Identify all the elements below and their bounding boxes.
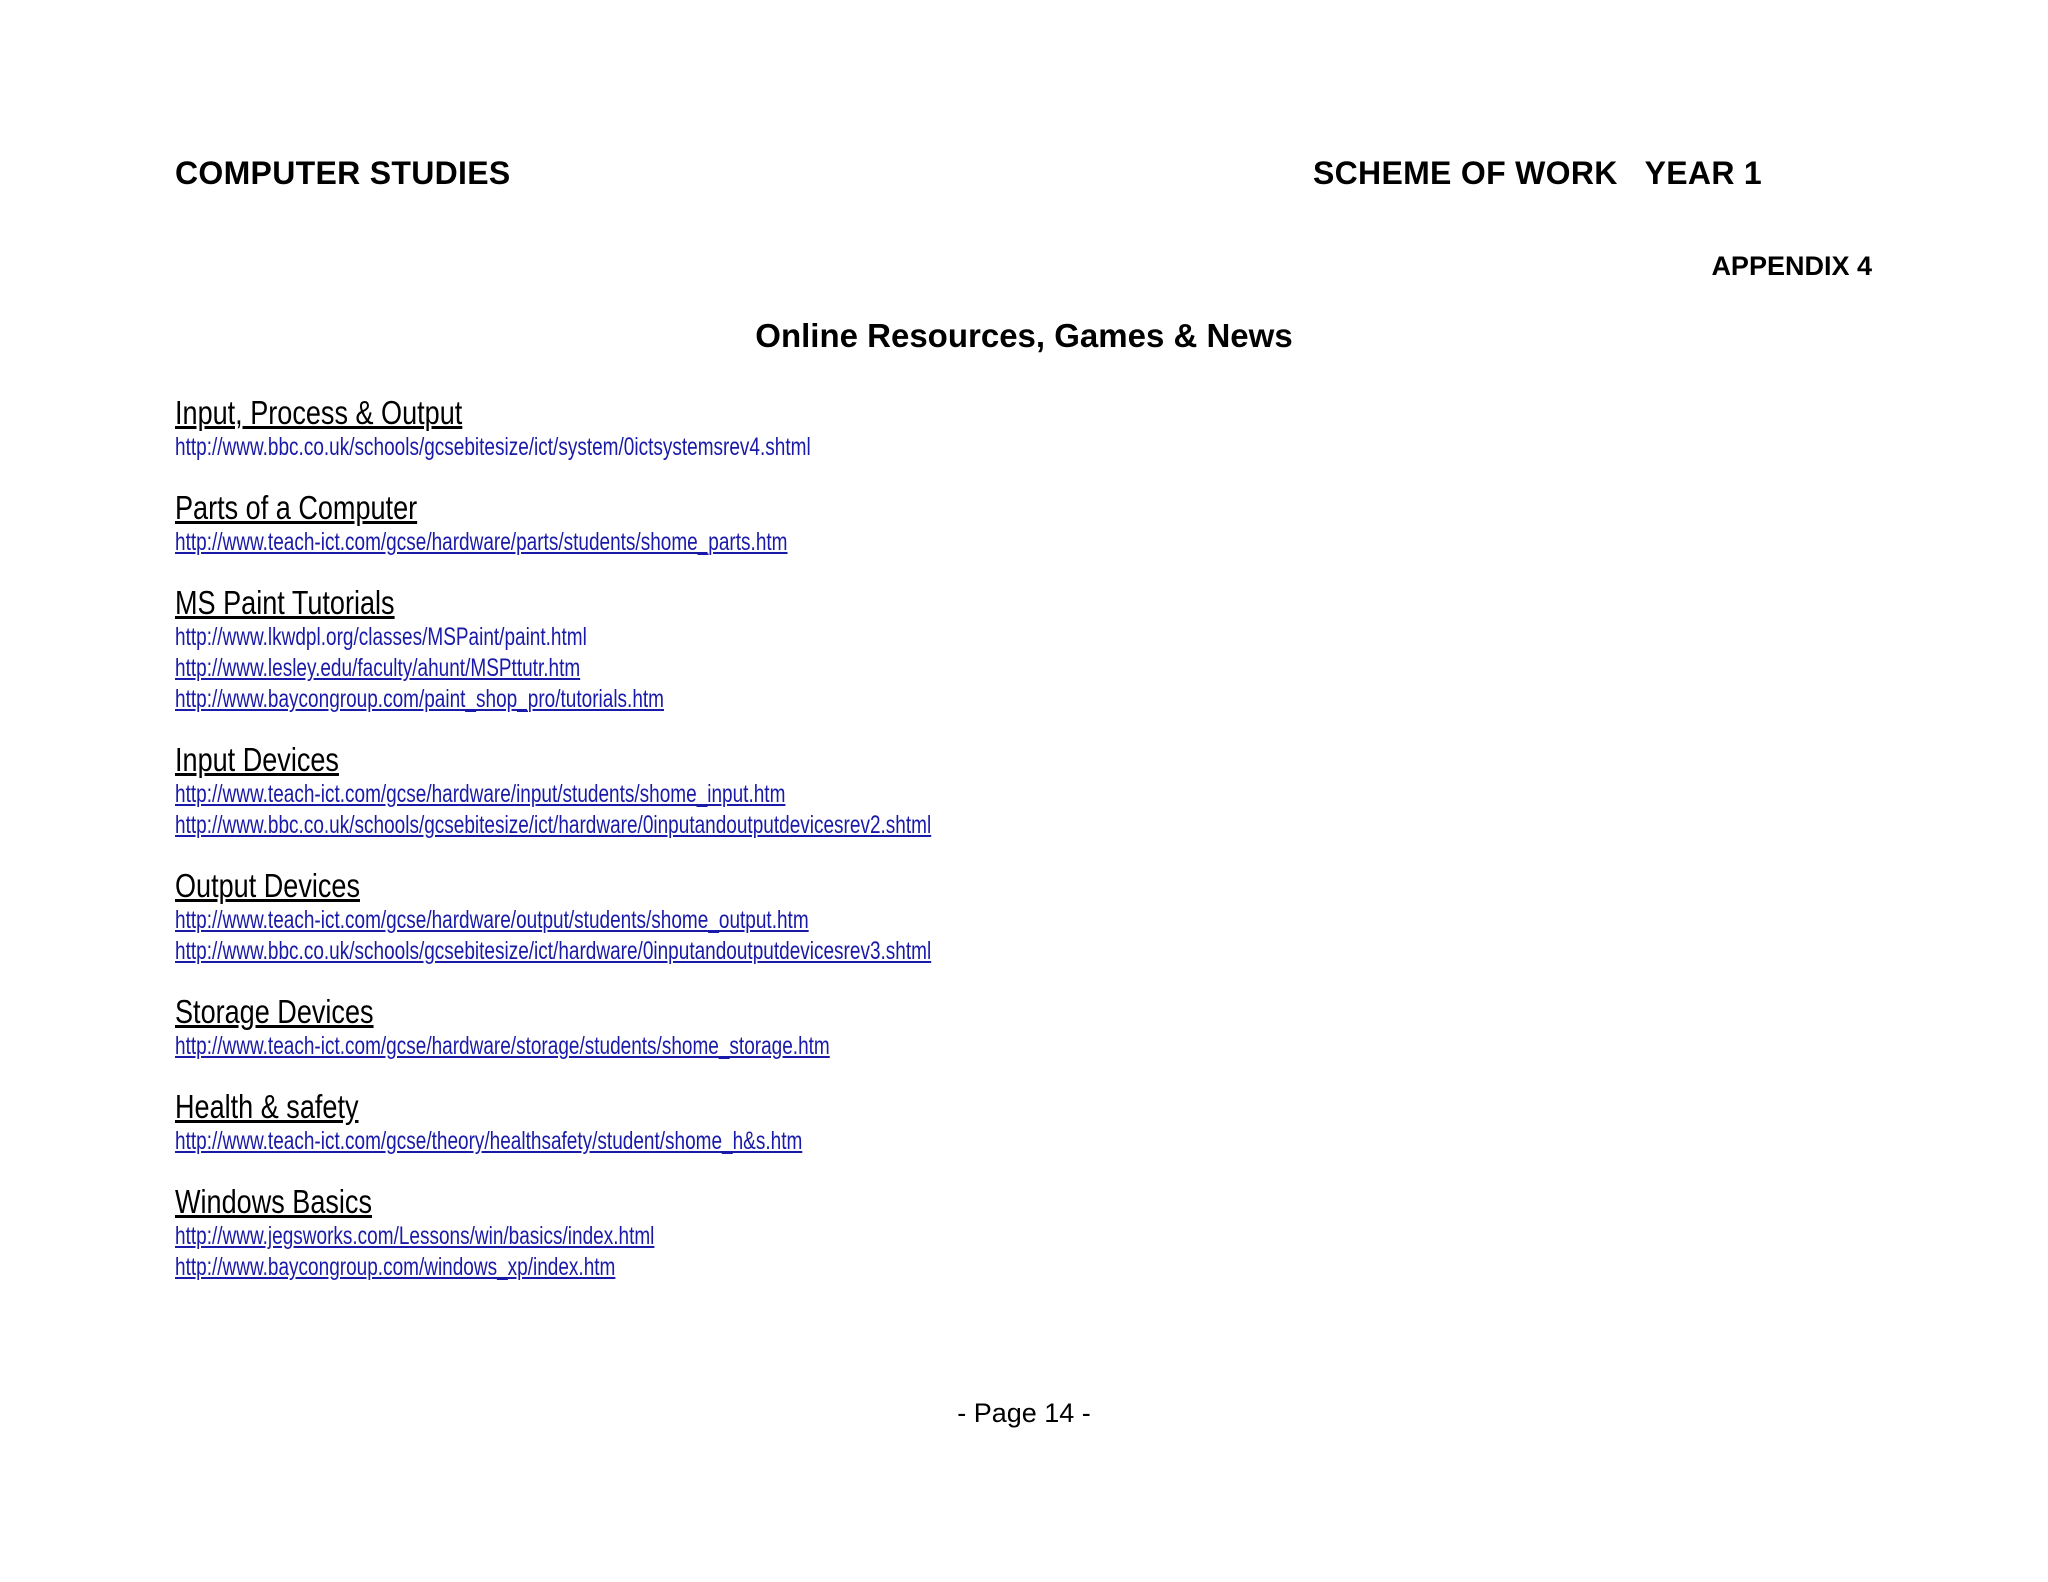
section-heading: Storage Devices <box>175 993 374 1030</box>
resource-link[interactable]: http://www.bbc.co.uk/schools/gcsebitesize/ict/hardware/0inputandoutputdevicesrev2.shtml <box>175 811 932 839</box>
resource-link[interactable]: http://www.baycongroup.com/paint_shop_pro/tutorials.htm <box>175 685 665 713</box>
section-heading: Input, Process & Output <box>175 394 463 431</box>
section-windows-basics <box>175 1183 1475 1283</box>
resource-link[interactable]: http://www.teach-ict.com/gcse/hardware/input/students/shome_input.htm <box>175 780 786 808</box>
section-parts-of-a-computer <box>175 489 1475 558</box>
resource-link[interactable]: http://www.bbc.co.uk/schools/gcsebitesize/ict/hardware/0inputandoutputdevicesrev3.shtml <box>175 937 932 965</box>
section-output-devices <box>175 867 1475 967</box>
header-subject: COMPUTER STUDIES <box>175 155 511 191</box>
resource-link[interactable]: http://www.lesley.edu/faculty/ahunt/MSPttutr.htm <box>175 654 581 682</box>
appendix-label: APPENDIX 4 <box>1711 251 1872 281</box>
section-heading: Output Devices <box>175 867 360 904</box>
header-scheme: SCHEME OF WORK YEAR 1 <box>1313 155 1763 191</box>
section-heading: MS Paint Tutorials <box>175 584 395 621</box>
resource-link[interactable]: http://www.teach-ict.com/gcse/hardware/output/students/shome_output.htm <box>175 906 809 934</box>
section-health-and-safety <box>175 1088 1475 1157</box>
section-input-process-output <box>175 394 1475 463</box>
section-input-devices <box>175 741 1475 841</box>
section-heading: Parts of a Computer <box>175 489 418 526</box>
section-heading: Health & safety <box>175 1088 359 1125</box>
resource-link[interactable]: http://www.baycongroup.com/windows_xp/index.htm <box>175 1253 616 1281</box>
resource-link[interactable]: http://www.lkwdpl.org/classes/MSPaint/paint.html <box>175 623 587 651</box>
section-heading: Windows Basics <box>175 1183 372 1220</box>
page-number: - Page 14 - <box>957 1398 1091 1428</box>
resource-link[interactable]: http://www.jegsworks.com/Lessons/win/basics/index.html <box>175 1222 655 1250</box>
page-title: Online Resources, Games & News <box>755 317 1293 354</box>
resource-sections <box>175 394 1475 1309</box>
section-storage-devices <box>175 993 1475 1062</box>
section-ms-paint-tutorials <box>175 584 1475 715</box>
section-heading: Input Devices <box>175 741 339 778</box>
resource-link[interactable]: http://www.teach-ict.com/gcse/theory/healthsafety/student/shome_h&s.htm <box>175 1127 803 1155</box>
resource-link[interactable]: http://www.teach-ict.com/gcse/hardware/storage/students/shome_storage.htm <box>175 1032 830 1060</box>
resource-link[interactable]: http://www.bbc.co.uk/schools/gcsebitesize/ict/system/0ictsystemsrev4.shtml <box>175 433 811 461</box>
resource-link[interactable]: http://www.teach-ict.com/gcse/hardware/parts/students/shome_parts.htm <box>175 528 788 556</box>
